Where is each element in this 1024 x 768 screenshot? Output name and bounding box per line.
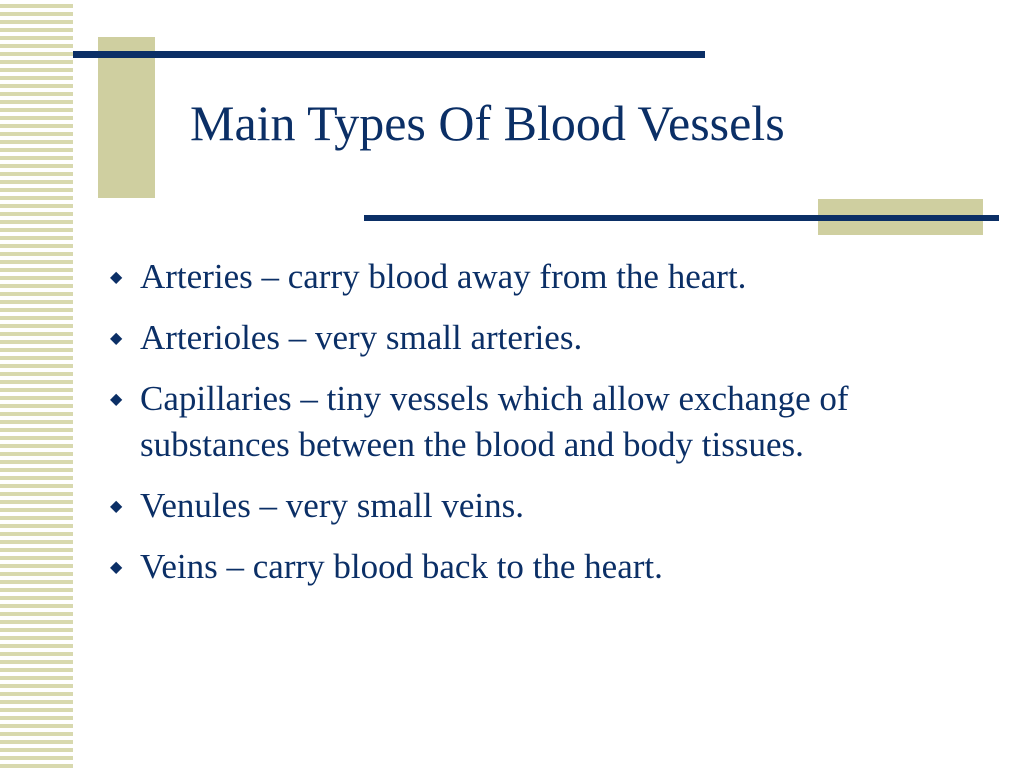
bullet-item-arteries	[108, 254, 928, 300]
decorative-rule-bottom	[364, 215, 999, 221]
decorative-stripe-band	[0, 0, 73, 768]
bullet-text: Arteries – carry blood away from the heart.	[140, 257, 747, 296]
bullet-item-arterioles	[108, 315, 928, 361]
diamond-bullet-icon: ◆	[110, 557, 123, 576]
bullet-text: Venules – very small veins.	[140, 486, 524, 525]
diamond-bullet-icon: ◆	[110, 328, 123, 347]
bullet-list	[108, 254, 928, 605]
bullet-text: Arterioles – very small arteries.	[140, 318, 583, 357]
bullet-item-veins	[108, 544, 928, 590]
bullet-text: Capillaries – tiny vessels which allow exchange of substances between the blood and body tissues.	[140, 379, 849, 464]
bullet-item-venules	[108, 483, 928, 529]
diamond-bullet-icon: ◆	[110, 267, 123, 286]
diamond-bullet-icon: ◆	[110, 496, 123, 515]
diamond-bullet-icon: ◆	[110, 389, 123, 408]
bullet-text: Veins – carry blood back to the heart.	[140, 547, 663, 586]
decorative-accent-block-top	[98, 37, 155, 198]
decorative-rule-top	[73, 51, 705, 58]
slide-title: Main Types Of Blood Vessels	[190, 95, 785, 151]
bullet-item-capillaries	[108, 376, 928, 468]
